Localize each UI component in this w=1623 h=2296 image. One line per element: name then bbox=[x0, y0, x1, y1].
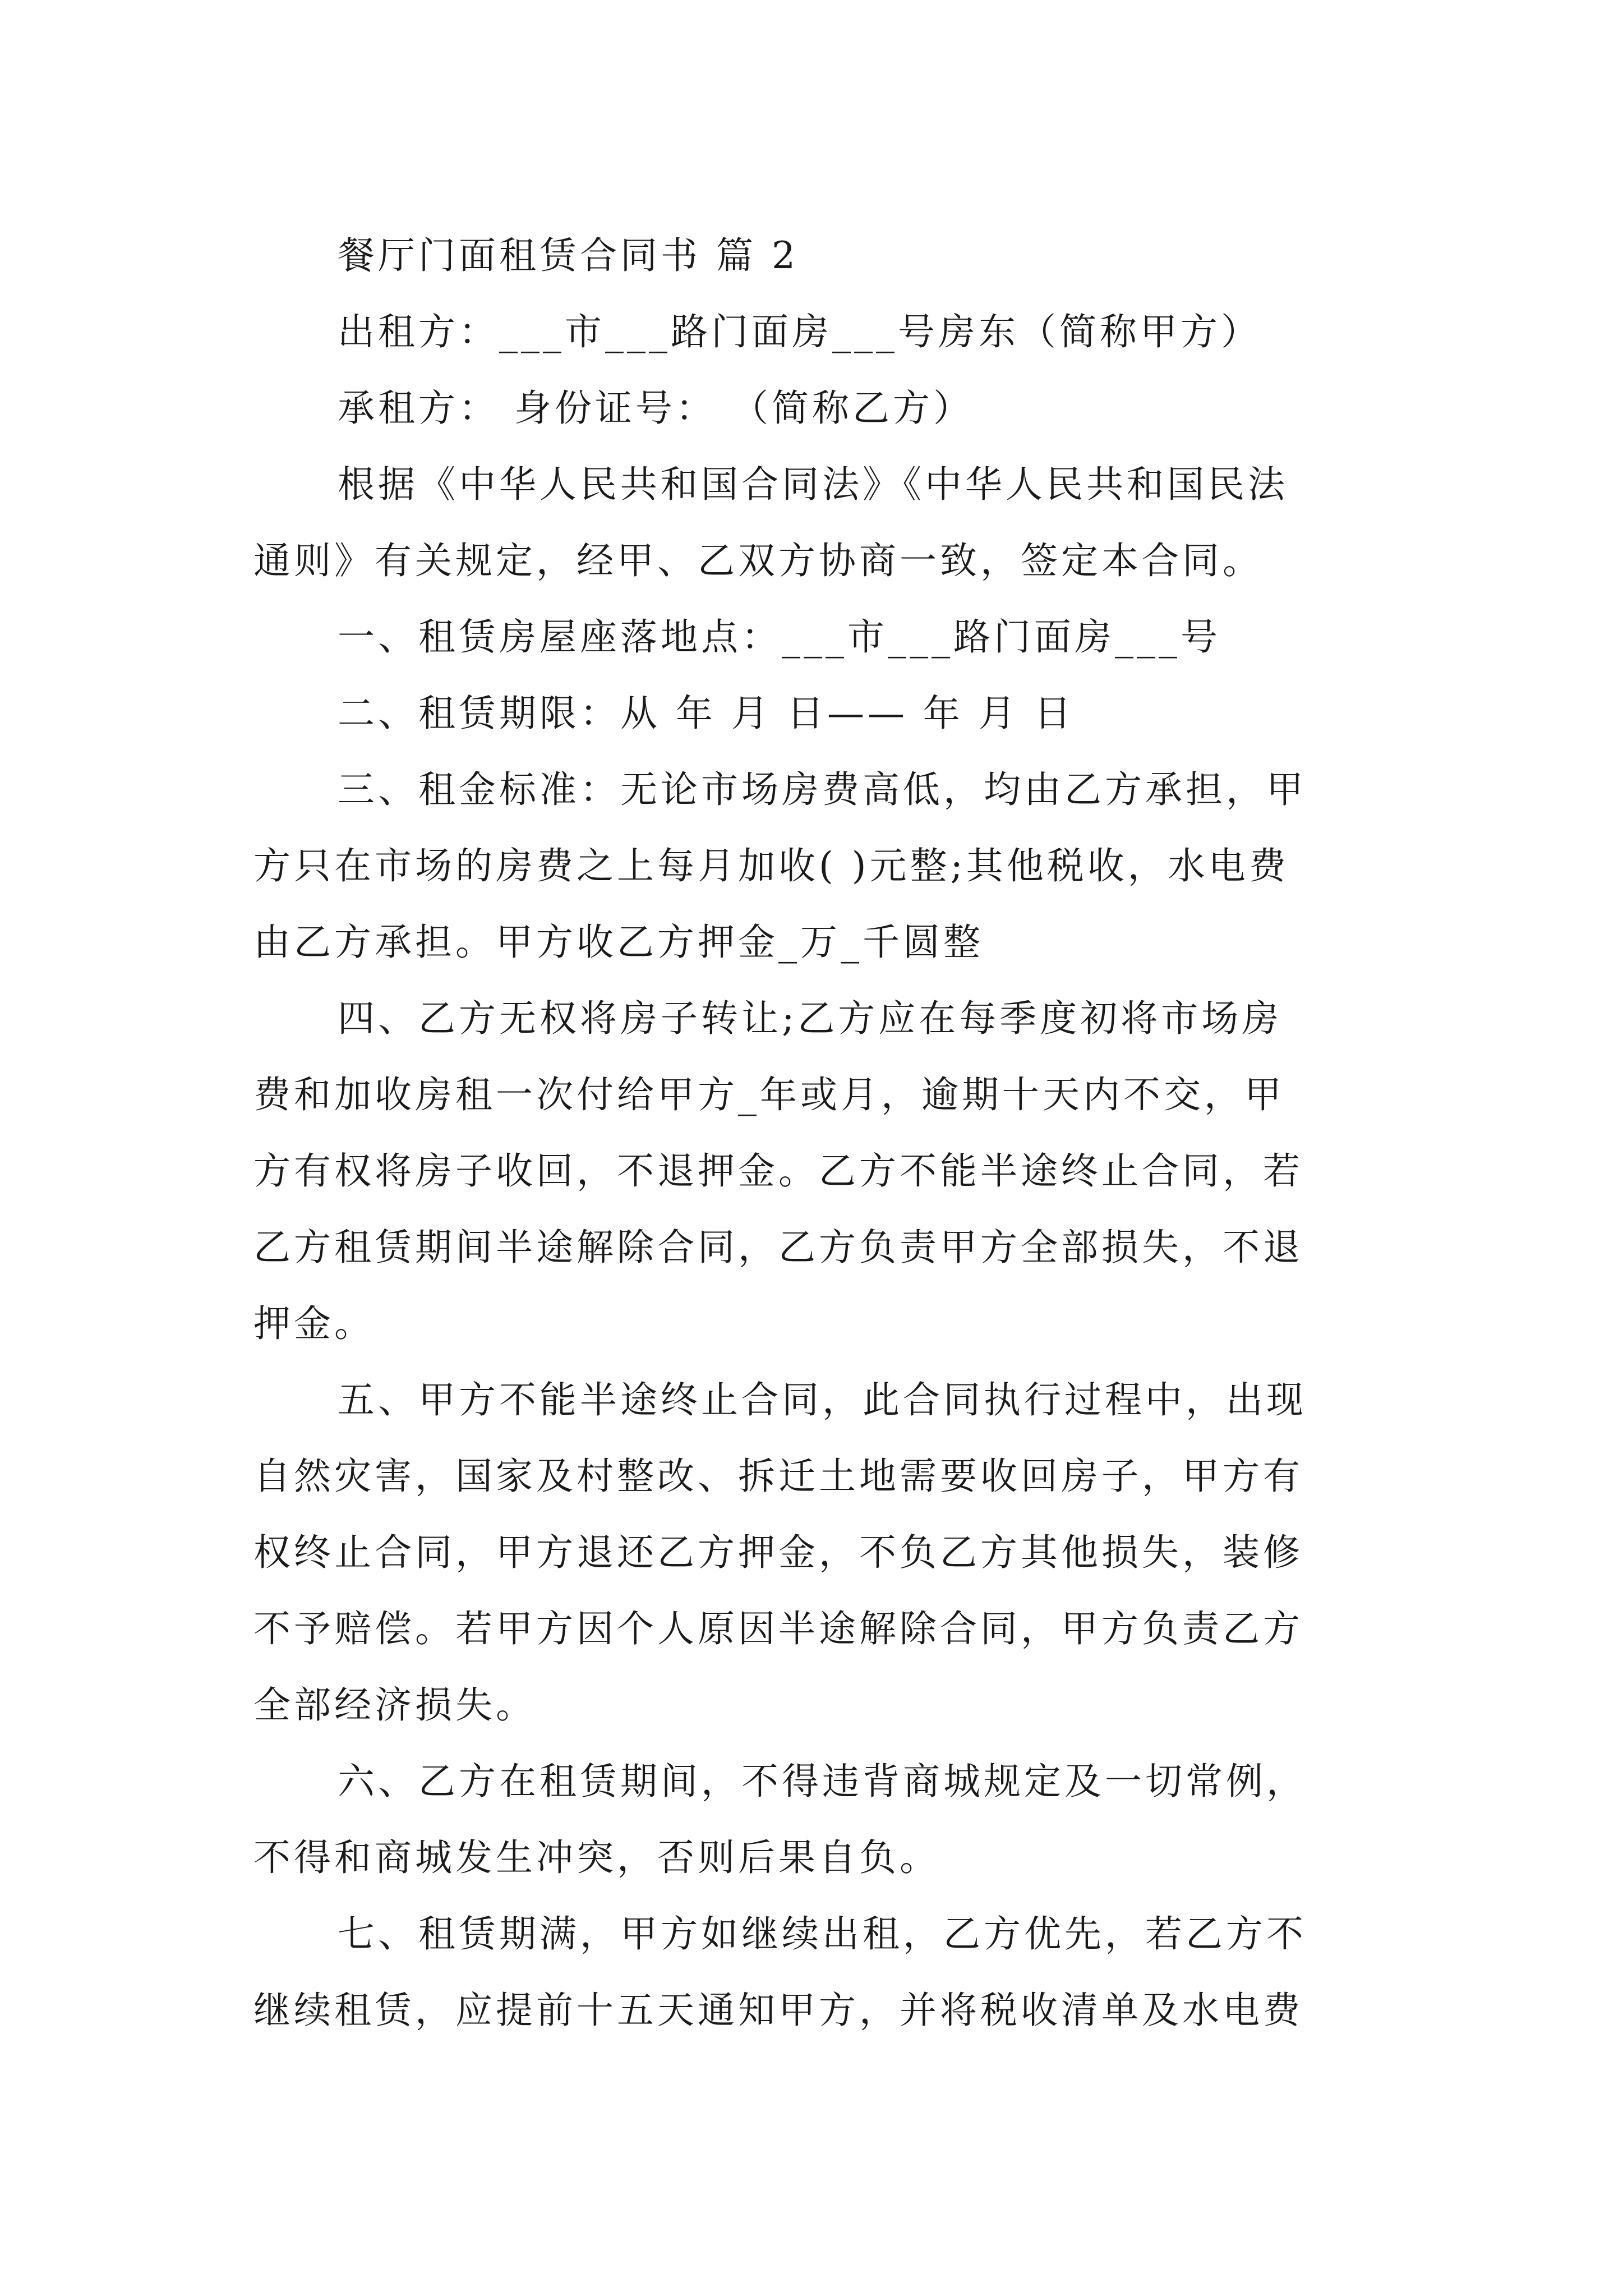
paragraph-lessor bbox=[253, 294, 1375, 370]
text-line: 三、租金标准：无论市场房费高低，均由乙方承担，甲 bbox=[338, 768, 1307, 811]
text-line: 七、租赁期满，甲方如继续出租，乙方优先，若乙方不 bbox=[338, 1912, 1307, 1955]
text-line: 二、租赁期限：从 年 月 日—— 年 月 日 bbox=[338, 692, 1075, 735]
text-line: 方有权将房子收回，不退押金。乙方不能半途终止合同，若 bbox=[253, 1149, 1303, 1193]
paragraph-lessee bbox=[253, 370, 1375, 447]
document-title: 餐厅门面租赁合同书 篇 2 bbox=[338, 234, 799, 277]
text-line: 方只在市场的房费之上每月加收( )元整;其他税收，水电费 bbox=[253, 844, 1289, 887]
text-line: 六、乙方在租赁期间，不得违背商城规定及一切常例， bbox=[338, 1760, 1307, 1803]
clause-2-term bbox=[253, 675, 1375, 752]
text-line: 五、甲方不能半途终止合同，此合同执行过程中，出现 bbox=[338, 1378, 1307, 1421]
text-line: 继续租赁，应提前十五天通知甲方，并将税收清单及水电费 bbox=[253, 1989, 1303, 2032]
text-line: 根据《中华人民共和国合同法》《中华人民共和国民法 bbox=[338, 463, 1288, 506]
text-line: 出租方：___市___路门面房___号房东（简称甲方） bbox=[338, 310, 1261, 353]
text-line: 由乙方承担。甲方收乙方押金_万_千圆整 bbox=[253, 921, 984, 964]
clause-6-conduct bbox=[253, 1743, 1375, 1896]
clause-4-transfer bbox=[253, 981, 1375, 1362]
text-line: 押金。 bbox=[253, 1302, 375, 1345]
clause-3-rent bbox=[253, 752, 1375, 981]
text-line: 一、租赁房屋座落地点：___市___路门面房___号 bbox=[338, 615, 1221, 659]
text-line: 自然灾害，国家及村整改、拆迁土地需要收回房子，甲方有 bbox=[253, 1455, 1303, 1498]
text-line: 四、乙方无权将房子转让;乙方应在每季度初将市场房 bbox=[338, 997, 1283, 1040]
clause-7-renewal bbox=[253, 1896, 1375, 2049]
text-line: 通则》有关规定，经甲、乙双方协商一致，签定本合同。 bbox=[253, 539, 1263, 582]
text-line: 承租方： 身份证号： （简称乙方） bbox=[338, 386, 974, 430]
text-line: 不得和商城发生冲突，否则后果自负。 bbox=[253, 1836, 940, 1879]
paragraph-basis bbox=[253, 447, 1375, 599]
document-body bbox=[253, 218, 1375, 2049]
text-line: 乙方租赁期间半途解除合同，乙方负责甲方全部损失，不退 bbox=[253, 1226, 1303, 1269]
text-line: 费和加收房租一次付给甲方_年或月，逾期十天内不交，甲 bbox=[253, 1073, 1285, 1116]
clause-5-termination bbox=[253, 1362, 1375, 1743]
text-line: 权终止合同，甲方退还乙方押金，不负乙方其他损失，装修 bbox=[253, 1531, 1303, 1574]
clause-1-location bbox=[253, 599, 1375, 675]
text-line: 全部经济损失。 bbox=[253, 1683, 536, 1727]
text-line: 不予赔偿。若甲方因个人原因半途解除合同，甲方负责乙方 bbox=[253, 1607, 1303, 1650]
